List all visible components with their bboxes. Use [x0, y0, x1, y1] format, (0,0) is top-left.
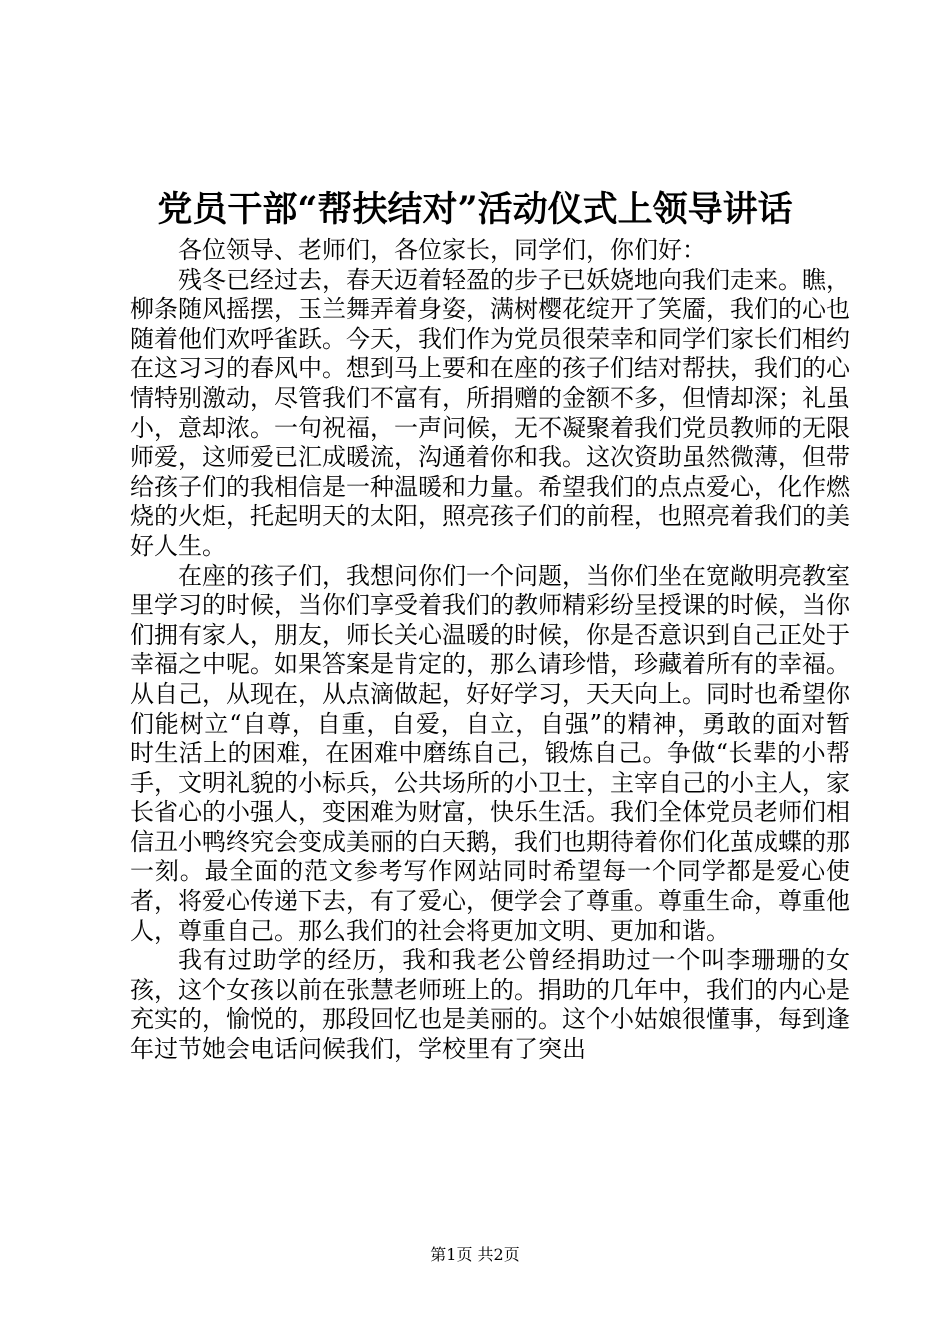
page-number: 第1页 共2页: [430, 1245, 520, 1264]
document-title: 党员干部“帮扶结对”活动仪式上领导讲话: [157, 189, 793, 230]
paragraph-children: 在座的孩子们，我想问你们一个问题，当你们坐在宽敞明亮教室里学习的时候，当你们享受着我们的教师精彩纷呈授课的时候，当你们拥有家人，朋友，师长关心温暖的时候，你是否意识到自己正处于幸福之中呢。如果答案是肯定的，那么请珍惜，珍藏着所有的幸福。从自己，从现在，从点滴做起，好好学习，天天向上。同时也希望你们能树立“自尊，自重，自爱，自立，自强”的精神，勇敢的面对暂时生活上的困难，在困难中磨练自己，锻炼自己。争做“长辈的小帮手，文明礼貌的小标兵，公共场所的小卫士，主宰自己的小主人，家长省心的小强人，变困难为财富，快乐生活。我们全体党员老师们相信丑小鸭终究会变成美丽的白天鹅，我们也期待着你们化茧成蝶的那一刻。最全面的范文参考写作网站同时希望每一个同学都是爱心使者，将爱心传递下去，有了爱心，便学会了尊重。尊重生命，尊重他人，尊重自己。那么我们的社会将更加文明、更加和谐。: [130, 561, 850, 945]
paragraph-greeting: 各位领导、老师们，各位家长，同学们，你们好：: [178, 236, 706, 264]
paragraph-spring: 残冬已经过去，春天迈着轻盈的步子已妖娆地向我们走来。瞧，柳条随风摇摆，玉兰舞弄着身姿，满树樱花绽开了笑靥，我们的心也随着他们欢呼雀跃。今天，我们作为党员很荣幸和同学们家长们相约在这习习的春风中。想到马上要和在座的孩子们结对帮扶，我们的心情特别激动，尽管我们不富有，所捐赠的金额不多，但情却深；礼虽小，意却浓。一句祝福，一声问候，无不凝聚着我们党员教师的无限师爱，这师爱已汇成暖流，沟通着你和我。这次资助虽然微薄，但带给孩子们的我相信是一种温暖和力量。希望我们的点点爱心，化作燃烧的火炬，托起明天的太阳，照亮孩子们的前程，也照亮着我们的美好人生。: [130, 265, 850, 560]
document-body: [130, 236, 850, 1065]
paragraph-experience: 我有过助学的经历，我和我老公曾经捐助过一个叫李珊珊的女孩，这个女孩以前在张慧老师班上的。捐助的几年中，我们的内心是充实的，愉悦的，那段回忆也是美丽的。这个小姑娘很懂事，每到逢年过节她会电话问候我们，学校里有了突出: [130, 946, 850, 1064]
